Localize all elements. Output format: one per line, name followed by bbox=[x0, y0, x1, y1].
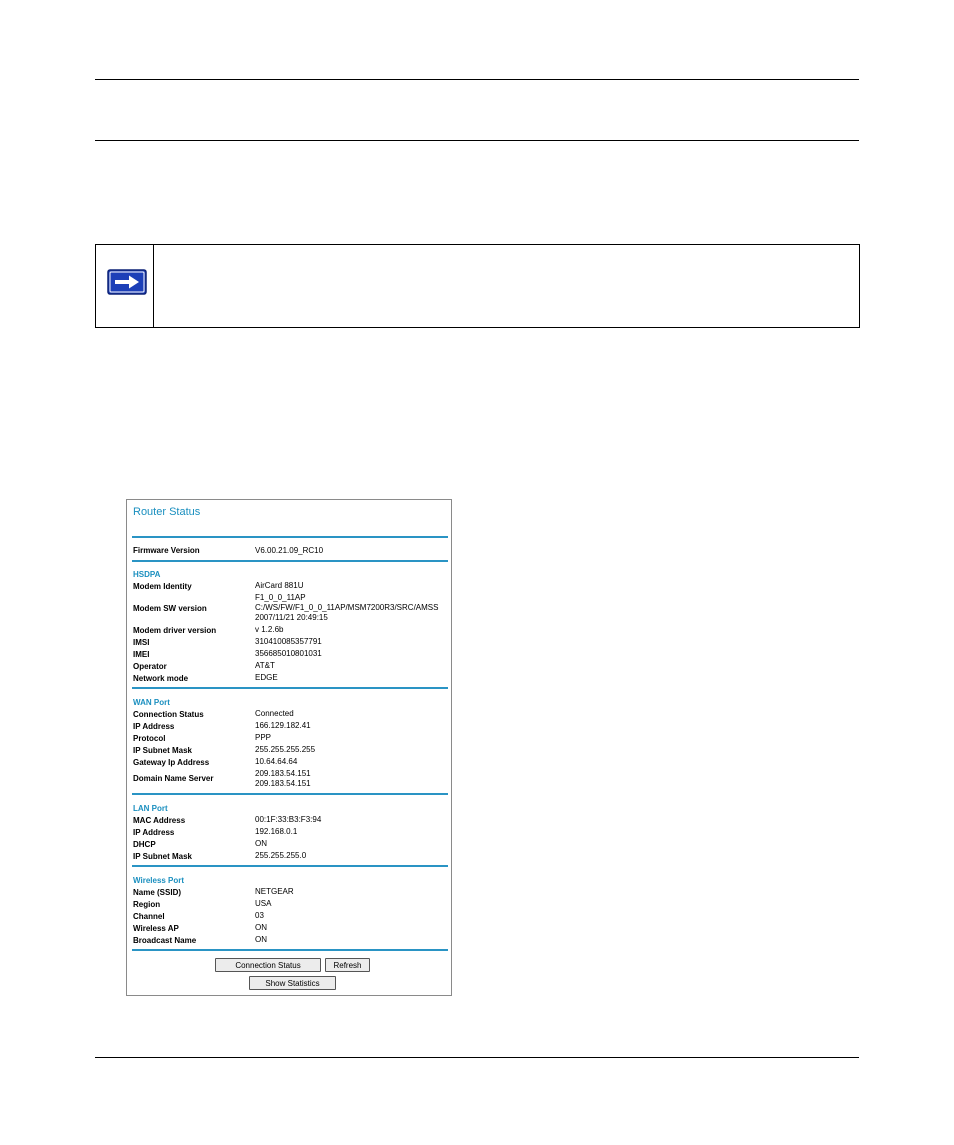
router-status-screenshot bbox=[126, 499, 452, 996]
imei-value: 356685010801031 bbox=[255, 649, 322, 658]
separator bbox=[132, 793, 448, 795]
wan-subnet-mask-label: IP Subnet Mask bbox=[133, 746, 192, 755]
gateway-ip-value: 10.64.64.64 bbox=[255, 757, 298, 766]
wireless-ap-value: ON bbox=[255, 923, 267, 932]
modem-sw-version-label: Modem SW version bbox=[133, 604, 207, 613]
section-heading-hsdpa: HSDPA bbox=[133, 570, 161, 579]
note-box bbox=[95, 244, 860, 328]
separator bbox=[132, 536, 448, 538]
dns-label: Domain Name Server bbox=[133, 774, 214, 783]
mac-address-label: MAC Address bbox=[133, 816, 186, 825]
page-title: Router Status bbox=[133, 506, 201, 518]
lan-subnet-mask-value: 255.255.255.0 bbox=[255, 851, 307, 860]
firmware-version-value: V6.00.21.09_RC10 bbox=[255, 546, 324, 555]
separator bbox=[132, 949, 448, 951]
region-value: USA bbox=[255, 899, 272, 908]
lan-ip-address-value: 192.168.0.1 bbox=[255, 827, 298, 836]
dhcp-label: DHCP bbox=[133, 840, 156, 849]
header-rule-top bbox=[95, 79, 859, 80]
wireless-ap-label: Wireless AP bbox=[133, 924, 179, 933]
network-mode-label: Network mode bbox=[133, 674, 189, 683]
network-mode-value: EDGE bbox=[255, 673, 278, 682]
broadcast-name-label: Broadcast Name bbox=[133, 936, 197, 945]
section-heading-wan-port: WAN Port bbox=[133, 698, 170, 707]
modem-identity-value: AirCard 881U bbox=[255, 581, 304, 590]
refresh-button[interactable]: Refresh bbox=[325, 958, 370, 972]
mac-address-value: 00:1F:33:B3:F3:94 bbox=[255, 815, 322, 824]
operator-value: AT&T bbox=[255, 661, 275, 670]
operator-label: Operator bbox=[133, 662, 167, 671]
modem-driver-version-value: v 1.2.6b bbox=[255, 625, 284, 634]
modem-sw-version-line-3: 2007/11/21 20:49:15 bbox=[255, 613, 328, 622]
header-rule-bottom bbox=[95, 140, 859, 141]
section-heading-lan-port: LAN Port bbox=[133, 804, 168, 813]
dns-primary-value: 209.183.54.151 bbox=[255, 769, 311, 778]
imei-label: IMEI bbox=[133, 650, 150, 659]
wan-subnet-mask-value: 255.255.255.255 bbox=[255, 745, 316, 754]
connection-status-label: Connection Status bbox=[133, 710, 204, 719]
note-icon-cell bbox=[96, 245, 154, 327]
channel-label: Channel bbox=[133, 912, 165, 921]
imsi-label: IMSI bbox=[133, 638, 150, 647]
modem-sw-version-line-1: F1_0_0_11AP bbox=[255, 593, 306, 602]
firmware-version-label: Firmware Version bbox=[133, 546, 200, 555]
connection-status-value: Connected bbox=[255, 709, 294, 718]
dns-secondary-value: 209.183.54.151 bbox=[255, 779, 311, 788]
separator bbox=[132, 865, 448, 867]
channel-value: 03 bbox=[255, 911, 264, 920]
show-statistics-button[interactable]: Show Statistics bbox=[249, 976, 336, 990]
separator bbox=[132, 560, 448, 562]
wan-ip-address-value: 166.129.182.41 bbox=[255, 721, 311, 730]
wan-ip-address-label: IP Address bbox=[133, 722, 175, 731]
dhcp-value: ON bbox=[255, 839, 267, 848]
broadcast-name-value: ON bbox=[255, 935, 267, 944]
modem-identity-label: Modem Identity bbox=[133, 582, 192, 591]
gateway-ip-label: Gateway Ip Address bbox=[133, 758, 210, 767]
protocol-label: Protocol bbox=[133, 734, 166, 743]
footer-rule bbox=[95, 1057, 859, 1058]
separator bbox=[132, 687, 448, 689]
ssid-value: NETGEAR bbox=[255, 887, 294, 896]
connection-status-button[interactable]: Connection Status bbox=[215, 958, 321, 972]
region-label: Region bbox=[133, 900, 161, 909]
protocol-value: PPP bbox=[255, 733, 272, 742]
modem-sw-version-line-2: C:/WS/FW/F1_0_0_11AP/MSM7200R3/SRC/AMSS bbox=[255, 603, 439, 612]
modem-driver-version-label: Modem driver version bbox=[133, 626, 217, 635]
lan-subnet-mask-label: IP Subnet Mask bbox=[133, 852, 192, 861]
ssid-label: Name (SSID) bbox=[133, 888, 182, 897]
right-arrow-note-icon bbox=[107, 269, 147, 295]
section-heading-wireless-port: Wireless Port bbox=[133, 876, 185, 885]
lan-ip-address-label: IP Address bbox=[133, 828, 175, 837]
imsi-value: 310410085357791 bbox=[255, 637, 322, 646]
